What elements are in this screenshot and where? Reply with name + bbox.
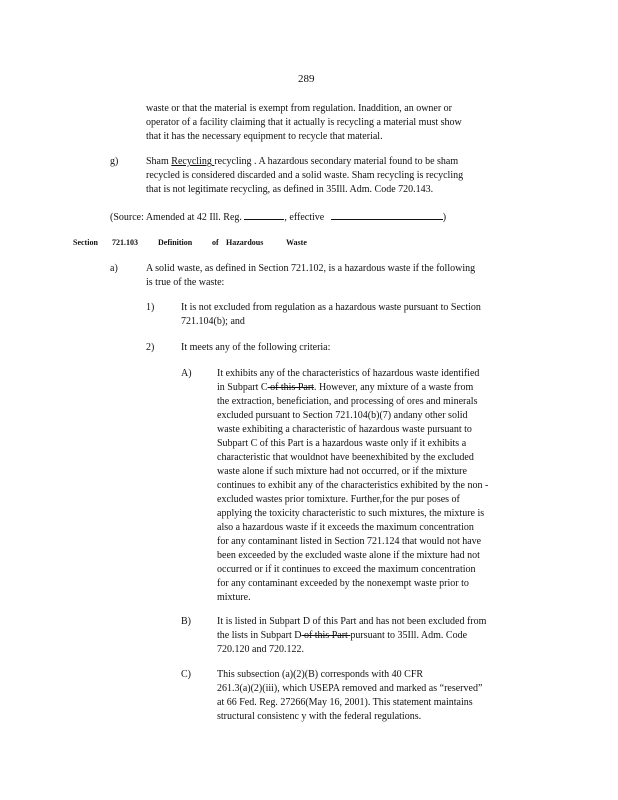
section-number: 721.103 [112, 237, 138, 248]
item-B-line-2 [217, 629, 533, 643]
deleted-text: of this Part [267, 382, 314, 393]
effective-date-blank [331, 210, 443, 220]
intro-line: that it has the necessary equipment to recycle that material. [146, 131, 383, 142]
item-g-line-1 [146, 155, 522, 169]
section-title-2: of [212, 237, 219, 248]
item-A-text [217, 367, 542, 605]
source-note [110, 210, 510, 225]
item-a1-line-1: It is not excluded from regulation as a hazardous waste pursuant to Section [181, 302, 481, 313]
item-C-line: This subsection (a)(2)(B) corresponds with 40 CFR [217, 669, 424, 680]
item-a-line-2: is true of the waste: [146, 277, 225, 288]
item-a1-text [181, 301, 533, 329]
item-C-text [217, 668, 533, 724]
item-g-label: g) [110, 156, 119, 167]
item-g-line-3: that is not legitimate recycling, as defined in 35Ill. Adm. Code 720.143. [146, 184, 434, 195]
item-A-line-2-post: . However, any mixture of a waste from [313, 382, 474, 393]
item-C-line: at 66 Fed. Reg. 27266(May 16, 2001). This statement maintains [217, 697, 473, 708]
item-B-line-1: It is listed in Subpart D of this Part and has not been excluded from [217, 616, 487, 627]
sham-word: Sham [146, 156, 172, 167]
item-B-line-2-pre: the lists in Subpart D [217, 630, 302, 641]
item-a2-label: 2) [146, 342, 155, 353]
item-g-text [146, 155, 522, 197]
item-a1-label: 1) [146, 302, 155, 313]
section-title-1: Definition [158, 237, 193, 248]
source-text: (Source: Amended at 42 Ill. Reg. [110, 212, 242, 223]
intro-line: operator of a facility claiming that it actually is recycling a material must show [146, 117, 462, 128]
item-A-line: mixture. [217, 592, 251, 603]
item-A-line: been exceeded by the excluded waste alone if the mixture had not [217, 550, 480, 561]
item-a2-text [181, 341, 533, 355]
item-a2-line-1: It meets any of the following criteria: [181, 342, 331, 353]
section-title-3: Hazardous [226, 237, 264, 248]
item-B-line-3: 720.120 and 720.122. [217, 644, 304, 655]
source-effective: , effective [284, 212, 325, 223]
section-title-4: Waste [286, 237, 307, 248]
item-a-text [146, 262, 535, 290]
item-A-line: excluded wastes prior tomixture. Further,for the pur poses of [217, 494, 460, 505]
item-A-line: characteristic that wouldnot have beenexhibited by the excluded [217, 452, 474, 463]
item-g-line-1-rest: recycling . A hazardous secondary material found to be sham [214, 156, 459, 167]
item-a-label: a) [110, 263, 118, 274]
item-A-line: for any contaminant exceeded by the nonexempt waste prior to [217, 578, 469, 589]
item-A-label: A) [181, 368, 192, 379]
item-A-line [217, 381, 542, 395]
item-A-line: waste exhibiting a characteristic of hazardous waste pursuant to [217, 424, 472, 435]
item-A-line: the extraction, beneficiation, and processing of ores and minerals [217, 396, 478, 407]
item-A-line: also a hazardous waste if it exceeds the maximum concentration [217, 522, 474, 533]
item-C-line: structural consistenc y with the federal regulations. [217, 711, 422, 722]
register-blank [244, 210, 284, 220]
item-A-line: continues to exhibit any of the characteristics exhibited by the non - [217, 480, 489, 491]
item-A-line: occurred or if it continues to exceed the maximum concentration [217, 564, 476, 575]
item-a1-line-2: 721.104(b); and [181, 316, 245, 327]
item-a-line-1: A solid waste, as defined in Section 721.102, is a hazardous waste if the following [146, 263, 476, 274]
inserted-text: Recycling [171, 156, 215, 167]
item-C-label: C) [181, 669, 191, 680]
item-A-line-2-pre: in Subpart C [217, 382, 268, 393]
item-A-line: excluded pursuant to Section 721.104(b)(7) andany other solid [217, 410, 468, 421]
item-A-line: for any contaminant listed in Section 721.124 that would not have [217, 536, 482, 547]
item-A-line: Subpart C of this Part is a hazardous waste only if it exhibits a [217, 438, 467, 449]
source-line [110, 210, 510, 225]
item-C-line: 261.3(a)(2)(iii), which USEPA removed and marked as “reserved” [217, 683, 483, 694]
page-number: 289 [298, 73, 315, 85]
item-B-label: B) [181, 616, 191, 627]
deleted-text: of this Part [301, 630, 351, 641]
item-A-line: applying the toxicity characteristic to such mixtures, the mixture is [217, 508, 485, 519]
intro-line: waste or that the material is exempt from regulation. Inaddition, an owner or [146, 103, 453, 114]
item-A-line: waste alone if such mixture had not occurred, or if the mixture [217, 466, 467, 477]
item-A-line: It exhibits any of the characteristics of hazardous waste identified [217, 368, 480, 379]
section-word: Section [73, 237, 98, 248]
item-B-line-2-post: pursuant to 35Ill. Adm. Code [350, 630, 468, 641]
intro-paragraph [146, 102, 522, 144]
item-g-line-2: recycled is considered discarded and a solid waste. Sham recycling is recycling [146, 170, 464, 181]
source-end: ) [442, 212, 447, 223]
item-B-text [217, 615, 533, 657]
